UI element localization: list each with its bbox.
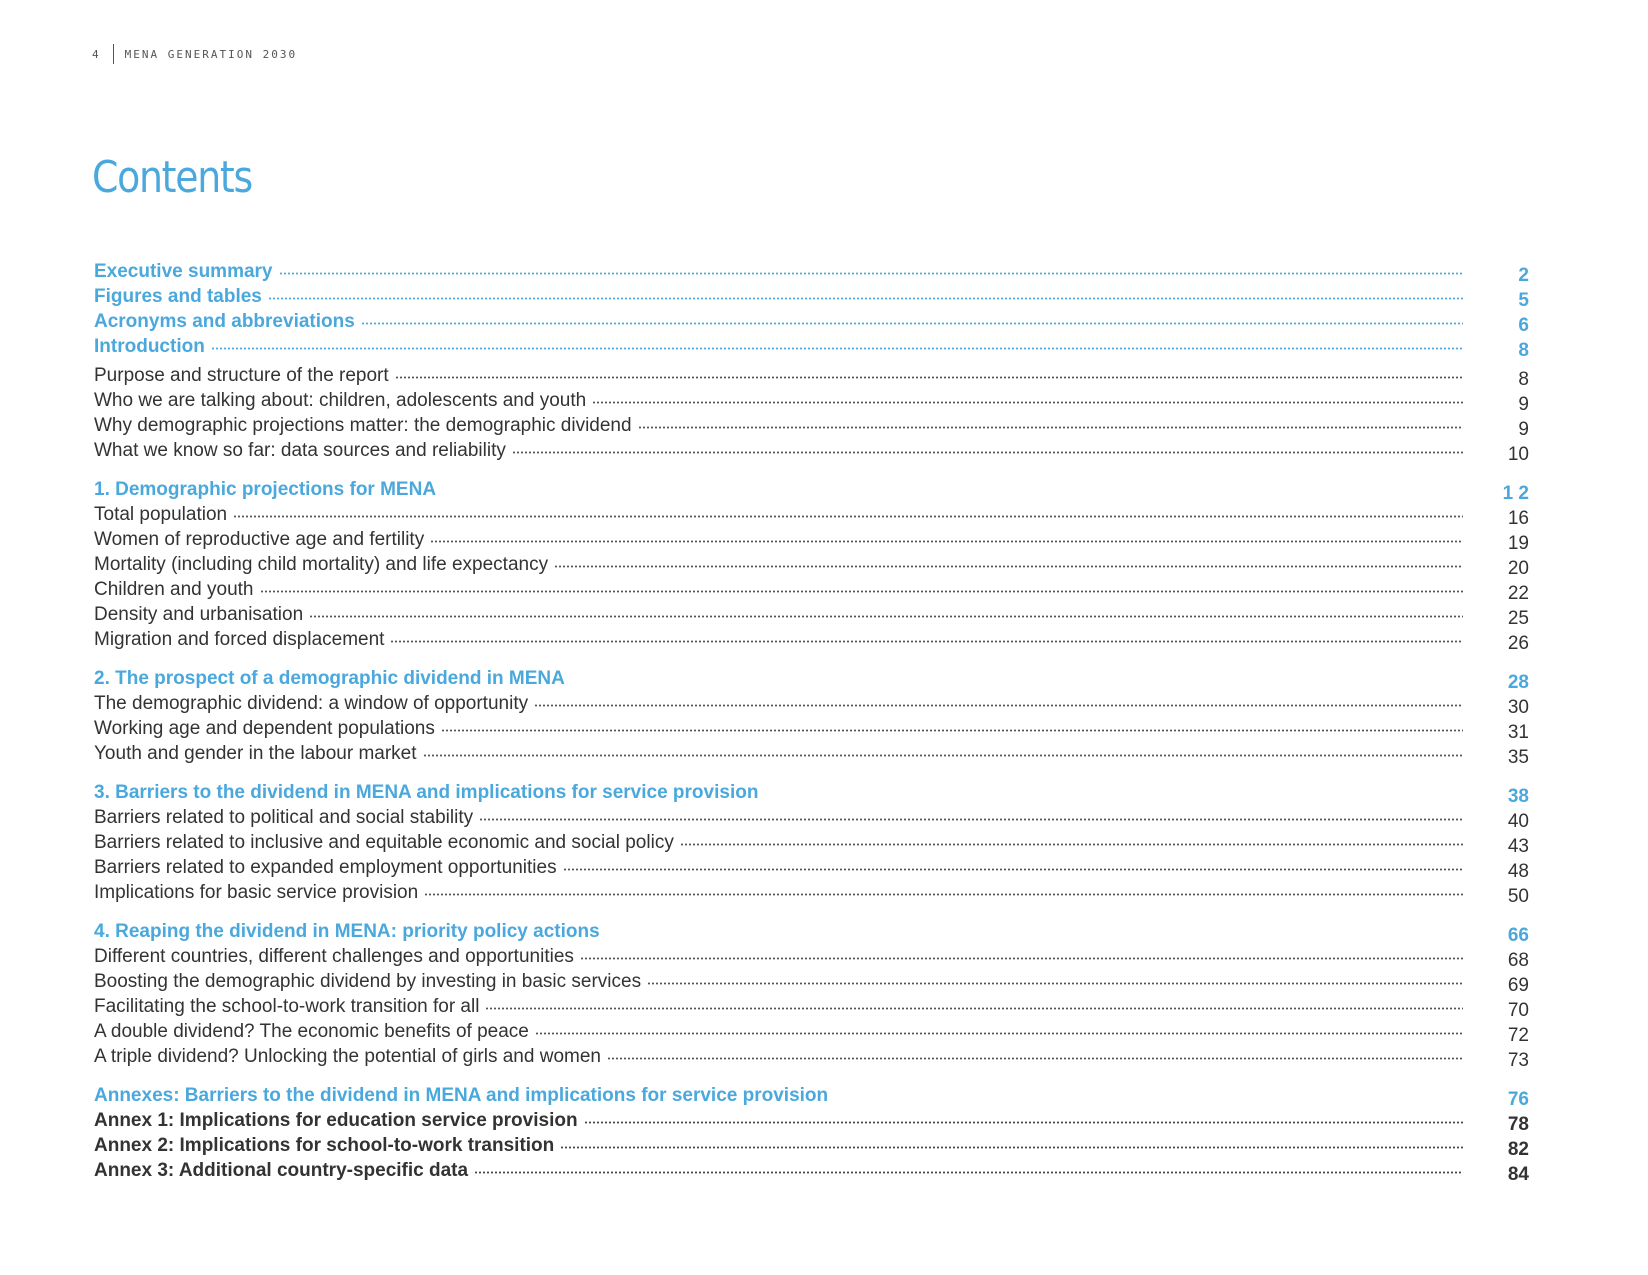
toc-entry-page: 43 bbox=[1507, 836, 1529, 857]
dot-leader bbox=[260, 590, 1464, 593]
toc-entry-acronyms[interactable] bbox=[94, 309, 1529, 334]
toc-introduction-items bbox=[94, 363, 1529, 463]
toc-chapter-title: 1. Demographic projections for MENA bbox=[94, 479, 437, 500]
toc-entry[interactable] bbox=[94, 830, 1529, 855]
toc-entry-label: Mortality (including child mortality) and life expectancy bbox=[94, 554, 549, 575]
toc-entry-executive-summary[interactable] bbox=[94, 259, 1529, 284]
toc-entry[interactable] bbox=[94, 552, 1529, 577]
toc-annexes-title: Annexes: Barriers to the dividend in MENA and implications for service provision bbox=[94, 1085, 829, 1106]
toc-chapter-heading[interactable] bbox=[94, 919, 1529, 944]
toc-entry-label: Density and urbanisation bbox=[94, 604, 304, 625]
toc-annex-entry[interactable] bbox=[94, 1108, 1529, 1133]
report-title: MENA GENERATION 2030 bbox=[124, 47, 298, 61]
toc-entry[interactable] bbox=[94, 716, 1529, 741]
toc-entry-page: 68 bbox=[1507, 950, 1529, 971]
toc-entry-page: 9 bbox=[1518, 394, 1529, 415]
dot-leader bbox=[512, 451, 1463, 454]
toc-entry-label: Children and youth bbox=[94, 579, 254, 600]
toc-entry-label: Introduction bbox=[94, 336, 205, 357]
toc-chapter-page: 66 bbox=[1507, 925, 1529, 946]
toc-chapter-3 bbox=[94, 780, 1529, 905]
toc-annex-entry[interactable] bbox=[94, 1133, 1529, 1158]
toc-chapter-page: 28 bbox=[1507, 672, 1529, 693]
toc-entry[interactable] bbox=[94, 602, 1529, 627]
toc-entry-page: 26 bbox=[1507, 633, 1529, 654]
toc-entry-label: Women of reproductive age and fertility bbox=[94, 529, 425, 550]
toc-entry-label: Different countries, different challenges and opportunities bbox=[94, 946, 574, 967]
dot-leader bbox=[647, 982, 1463, 985]
toc-entry-label: Implications for basic service provision bbox=[94, 882, 419, 903]
toc-entry-page: 35 bbox=[1507, 747, 1529, 768]
toc-entry-label: Acronyms and abbreviations bbox=[94, 311, 355, 332]
toc-entry[interactable] bbox=[94, 1019, 1529, 1044]
toc-chapter-title: 4. Reaping the dividend in MENA: priority policy actions bbox=[94, 921, 600, 942]
toc-entry-page: 16 bbox=[1507, 508, 1529, 529]
toc-annexes-heading[interactable] bbox=[94, 1083, 1529, 1108]
toc-entry[interactable] bbox=[94, 944, 1529, 969]
toc-entry-page: 20 bbox=[1507, 558, 1529, 579]
dot-leader bbox=[430, 540, 1463, 543]
toc-entry-page: 30 bbox=[1507, 697, 1529, 718]
dot-leader bbox=[424, 893, 1463, 896]
dot-leader bbox=[607, 1057, 1463, 1060]
toc-entry-page: 31 bbox=[1507, 722, 1529, 743]
toc-entry-label: A double dividend? The economic benefits of peace bbox=[94, 1021, 529, 1042]
toc-entry-page: 5 bbox=[1518, 290, 1529, 311]
toc-entry[interactable] bbox=[94, 994, 1529, 1019]
toc-entry-label: Why demographic projections matter: the demographic dividend bbox=[94, 415, 632, 436]
dot-leader bbox=[268, 297, 1463, 300]
toc-entry[interactable] bbox=[94, 691, 1529, 716]
dot-leader bbox=[563, 868, 1463, 871]
dot-leader bbox=[474, 1171, 1463, 1174]
toc-entry[interactable] bbox=[94, 438, 1529, 463]
dot-leader bbox=[390, 640, 1463, 643]
toc-entry-page: 19 bbox=[1507, 533, 1529, 554]
toc-entry-label: Barriers related to expanded employment opportunities bbox=[94, 857, 557, 878]
toc-entry[interactable] bbox=[94, 969, 1529, 994]
toc-chapter-heading[interactable] bbox=[94, 780, 1529, 805]
toc-entry-label: Working age and dependent populations bbox=[94, 718, 435, 739]
toc-entry-page: 70 bbox=[1507, 1000, 1529, 1021]
toc-annex-entry[interactable] bbox=[94, 1158, 1529, 1183]
toc-chapter-1 bbox=[94, 477, 1529, 652]
dot-leader bbox=[233, 515, 1463, 518]
toc-entry-page: 72 bbox=[1507, 1025, 1529, 1046]
toc-entry-label: Purpose and structure of the report bbox=[94, 365, 389, 386]
dot-leader bbox=[309, 615, 1463, 618]
toc-entry-label: Boosting the demographic dividend by investing in basic services bbox=[94, 971, 642, 992]
dot-leader bbox=[554, 565, 1463, 568]
toc-chapter-heading[interactable] bbox=[94, 477, 1529, 502]
toc-entry-page: 25 bbox=[1507, 608, 1529, 629]
toc-entry-figures-and-tables[interactable] bbox=[94, 284, 1529, 309]
toc-entry-label: Total population bbox=[94, 504, 228, 525]
dot-leader bbox=[535, 1032, 1463, 1035]
dot-leader bbox=[638, 426, 1463, 429]
toc-entry[interactable] bbox=[94, 855, 1529, 880]
toc-entry-page: 2 bbox=[1518, 265, 1529, 286]
toc-chapter-heading[interactable] bbox=[94, 666, 1529, 691]
toc-entry-label: Barriers related to political and social stability bbox=[94, 807, 474, 828]
toc-entry[interactable] bbox=[94, 1044, 1529, 1069]
toc-chapter-title: 3. Barriers to the dividend in MENA and implications for service provision bbox=[94, 782, 759, 803]
toc-entry-label: Who we are talking about: children, adolescents and youth bbox=[94, 390, 587, 411]
toc-entry[interactable] bbox=[94, 627, 1529, 652]
dot-leader bbox=[479, 818, 1463, 821]
header-divider bbox=[113, 44, 114, 64]
toc-entry-page: 9 bbox=[1518, 419, 1529, 440]
page-title: Contents bbox=[92, 152, 252, 203]
dot-leader bbox=[580, 957, 1463, 960]
dot-leader bbox=[592, 401, 1463, 404]
toc-front-matter bbox=[94, 259, 1529, 359]
toc-entry-label: Barriers related to inclusive and equitable economic and social policy bbox=[94, 832, 674, 853]
toc-entry-label: Annex 2: Implications for school-to-work transition bbox=[94, 1135, 555, 1156]
toc-chapter-page: 1 2 bbox=[1502, 483, 1529, 504]
dot-leader bbox=[560, 1146, 1463, 1149]
toc-annexes bbox=[94, 1083, 1529, 1183]
toc-entry-page: 6 bbox=[1518, 315, 1529, 336]
dot-leader bbox=[485, 1007, 1463, 1010]
toc-entry-page: 78 bbox=[1507, 1114, 1529, 1135]
dot-leader bbox=[395, 376, 1463, 379]
toc-entry-label: Migration and forced displacement bbox=[94, 629, 385, 650]
toc-entry[interactable] bbox=[94, 577, 1529, 602]
toc-chapter-page: 38 bbox=[1507, 786, 1529, 807]
toc-entry-page: 82 bbox=[1507, 1139, 1529, 1160]
toc-entry-label: The demographic dividend: a window of opportunity bbox=[94, 693, 529, 714]
toc-entry-label: A triple dividend? Unlocking the potential of girls and women bbox=[94, 1046, 601, 1067]
toc-entry-label: What we know so far: data sources and reliability bbox=[94, 440, 506, 461]
toc-entry-label: Annex 3: Additional country-specific data bbox=[94, 1160, 469, 1181]
toc-entry[interactable] bbox=[94, 502, 1529, 527]
dot-leader bbox=[361, 322, 1463, 325]
toc-annexes-page: 76 bbox=[1507, 1089, 1529, 1110]
dot-leader bbox=[423, 754, 1463, 757]
toc-entry-page: 40 bbox=[1507, 811, 1529, 832]
table-of-contents bbox=[94, 259, 1529, 1197]
toc-entry[interactable] bbox=[94, 413, 1529, 438]
toc-chapter-title: 2. The prospect of a demographic dividend in MENA bbox=[94, 668, 565, 689]
toc-entry-label: Annex 1: Implications for education service provision bbox=[94, 1110, 578, 1131]
running-header bbox=[92, 44, 297, 64]
dot-leader bbox=[441, 729, 1463, 732]
toc-entry-page: 48 bbox=[1507, 861, 1529, 882]
toc-entry[interactable] bbox=[94, 388, 1529, 413]
toc-entry-page: 10 bbox=[1507, 444, 1529, 465]
toc-entry-label: Youth and gender in the labour market bbox=[94, 743, 417, 764]
dot-leader bbox=[680, 843, 1463, 846]
toc-entry[interactable] bbox=[94, 363, 1529, 388]
toc-entry-label: Figures and tables bbox=[94, 286, 262, 307]
toc-entry-page: 8 bbox=[1518, 340, 1529, 361]
toc-entry-page: 22 bbox=[1507, 583, 1529, 604]
dot-leader bbox=[279, 272, 1464, 275]
toc-entry-introduction[interactable] bbox=[94, 334, 1529, 359]
toc-entry-page: 73 bbox=[1507, 1050, 1529, 1071]
toc-entry[interactable] bbox=[94, 527, 1529, 552]
page-number: 4 bbox=[92, 47, 101, 61]
toc-entry[interactable] bbox=[94, 741, 1529, 766]
toc-entry[interactable] bbox=[94, 880, 1529, 905]
toc-chapter-4 bbox=[94, 919, 1529, 1069]
toc-entry-page: 50 bbox=[1507, 886, 1529, 907]
toc-chapter-2 bbox=[94, 666, 1529, 766]
toc-entry-page: 84 bbox=[1507, 1164, 1529, 1185]
toc-entry-label: Executive summary bbox=[94, 261, 273, 282]
toc-entry-page: 69 bbox=[1507, 975, 1529, 996]
toc-entry-label: Facilitating the school-to-work transition for all bbox=[94, 996, 480, 1017]
dot-leader bbox=[534, 704, 1463, 707]
dot-leader bbox=[584, 1121, 1463, 1124]
dot-leader bbox=[211, 347, 1463, 350]
toc-entry[interactable] bbox=[94, 805, 1529, 830]
toc-entry-page: 8 bbox=[1518, 369, 1529, 390]
